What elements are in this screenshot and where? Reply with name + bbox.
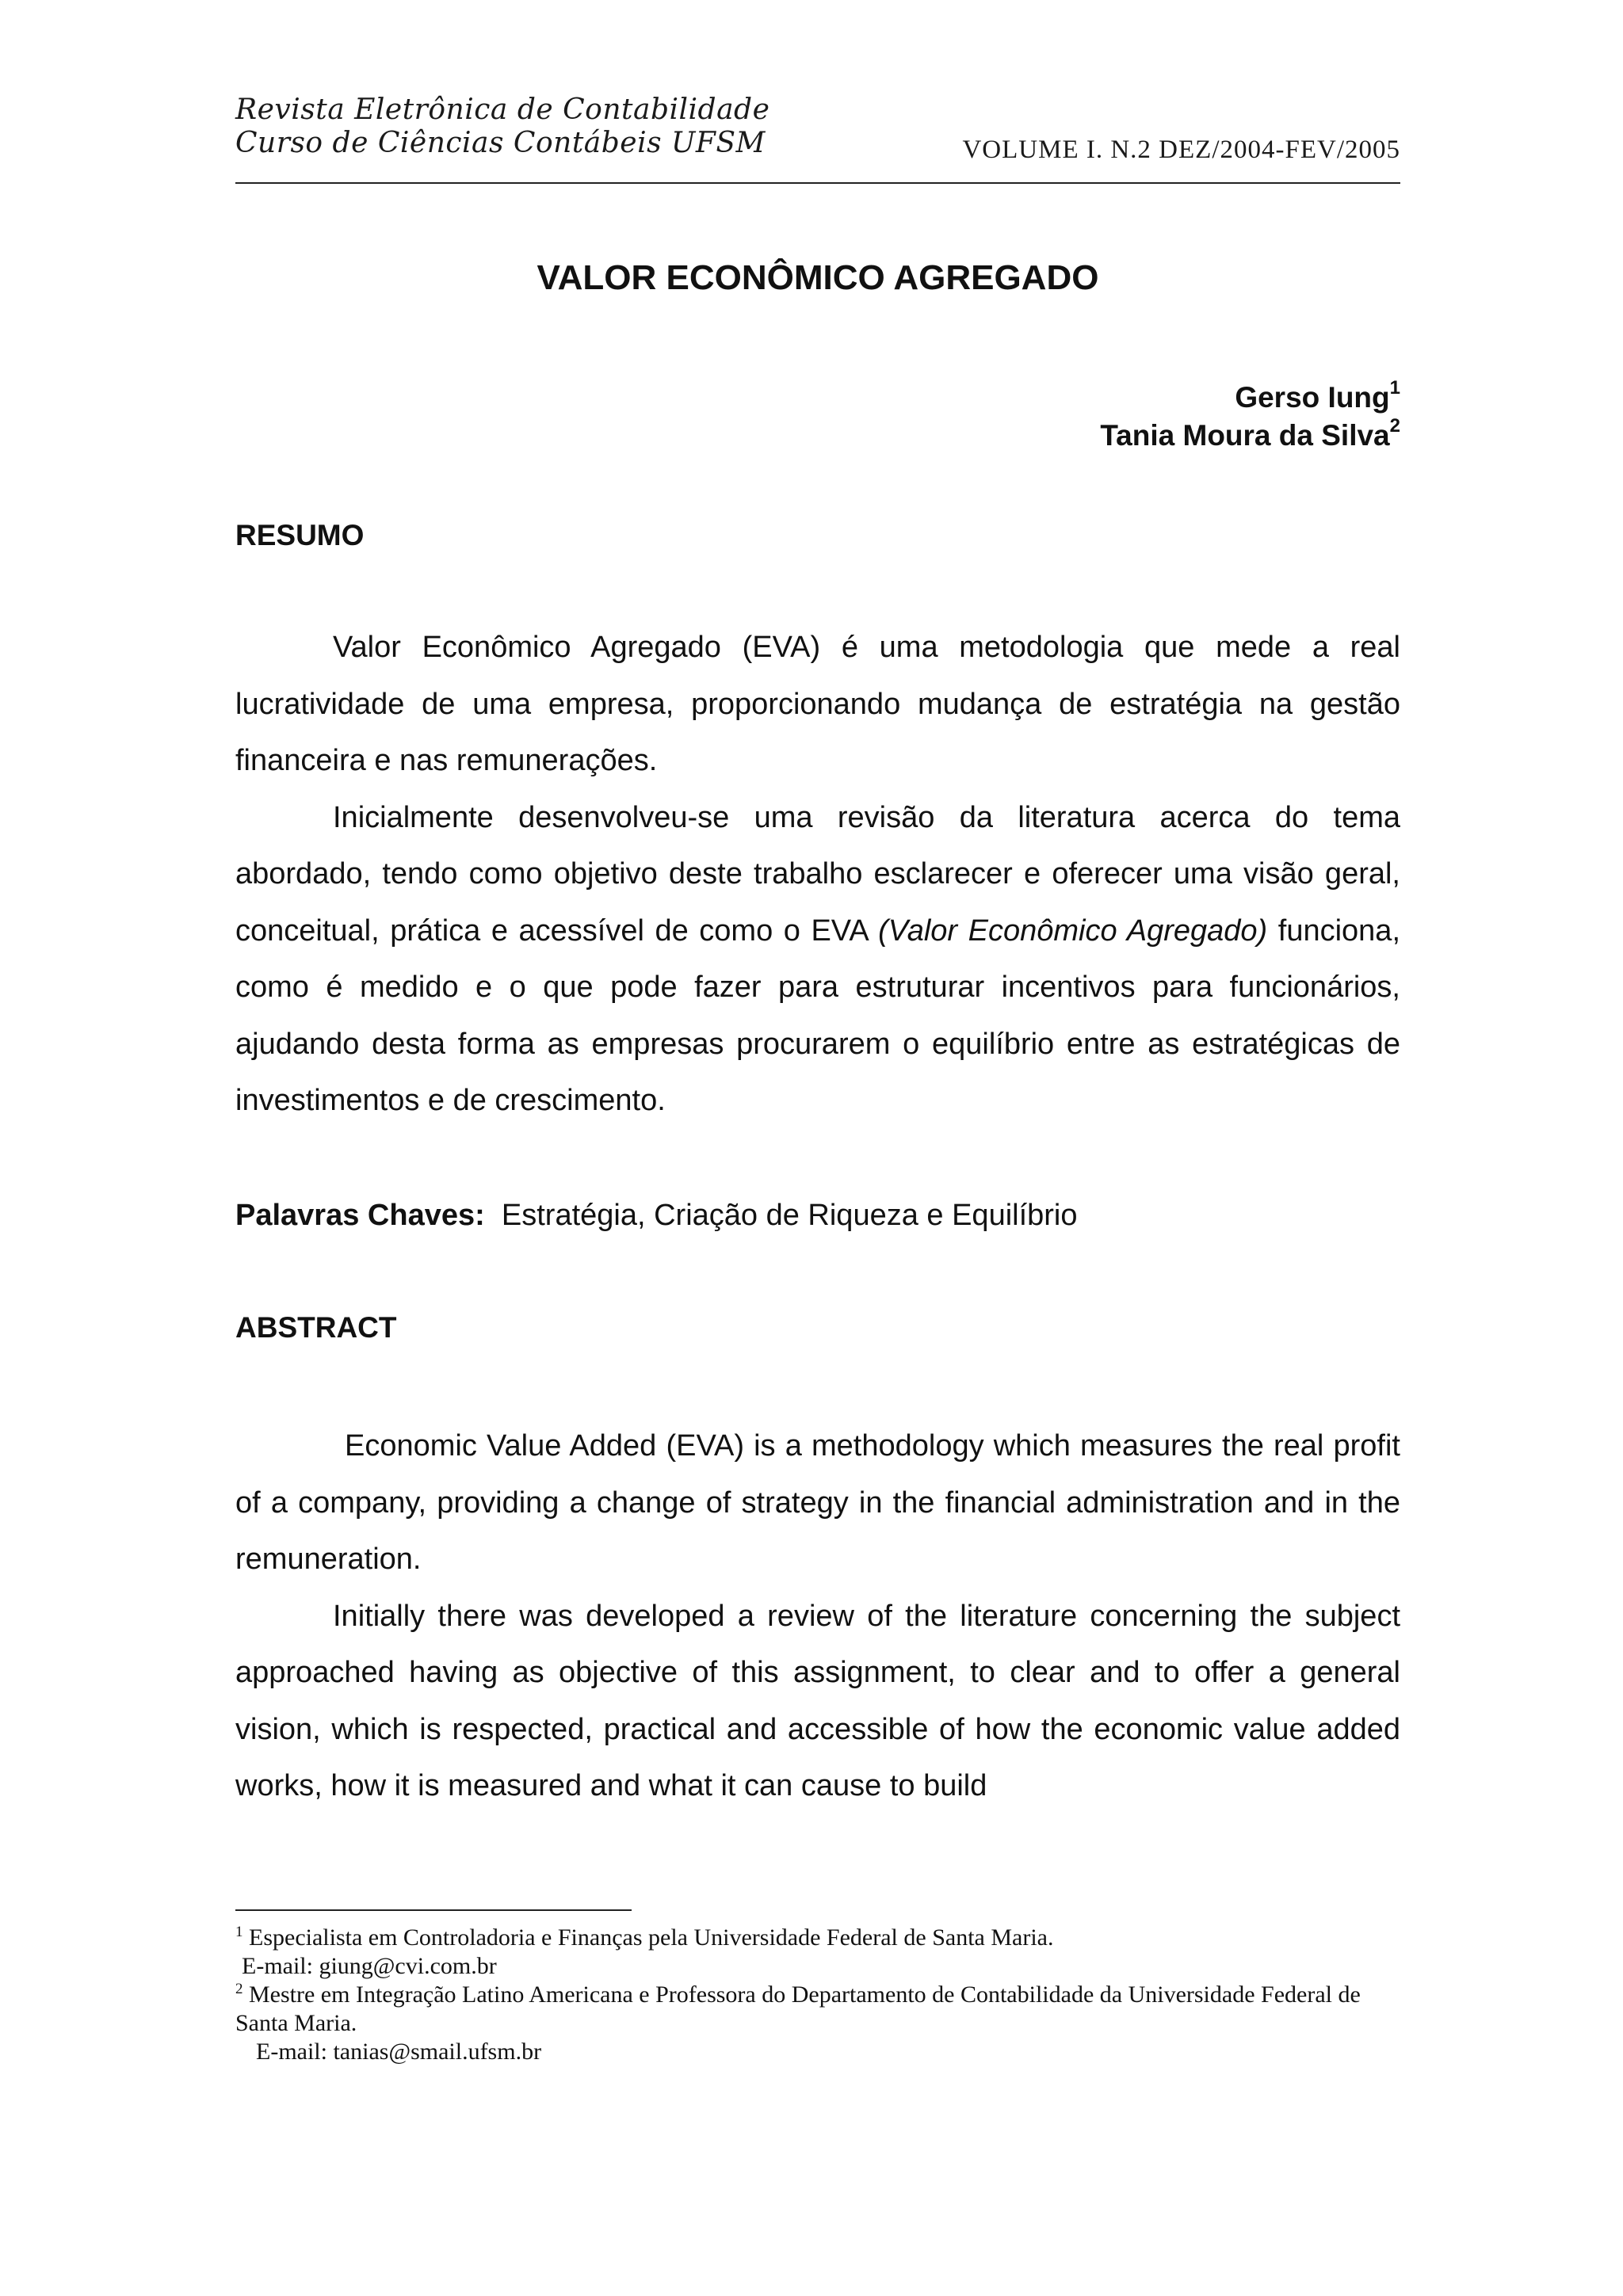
author-2: [1100, 414, 1400, 455]
keywords-value: Estratégia, Criação de Riqueza e Equilíbrio: [501, 1199, 1078, 1232]
abstract-paragraph-2: Initially there was developed a review of the literature concerning the subject approached having as objective of this assignment, to clear and to offer a general vision, which is respected, practical and accessible of how the economic value added works, how it is measured and what it can cause to build: [235, 1599, 1400, 1802]
abstract-heading: ABSTRACT: [235, 1311, 397, 1344]
resumo-p2-italic: (Valor Econômico Agregado): [878, 913, 1268, 948]
author-list: [1100, 376, 1400, 455]
author-1: [1100, 376, 1400, 417]
paper-page: [235, 0, 1400, 2296]
footnote-1: [235, 1924, 1400, 1952]
author-1-name: Gerso Iung: [1235, 381, 1390, 414]
keywords-label: Palavras Chaves:: [235, 1199, 485, 1232]
abstract-body: [235, 1418, 1400, 1815]
author-1-footnote-mark: 1: [1389, 376, 1400, 399]
resumo-body: [235, 620, 1400, 1130]
author-2-footnote-mark: 2: [1389, 414, 1400, 437]
keywords: [235, 1196, 1078, 1234]
footnote-2-email: E-mail: tanias@smail.ufsm.br: [256, 2039, 542, 2065]
journal-name-line2: Curso de Ciências Contábeis UFSM: [235, 127, 766, 159]
resumo-paragraph-1: Valor Econômico Agregado (EVA) é uma metodologia que mede a real lucratividade de uma empresa, proporcionando mudança de estratégia na gestão financeira e nas remunerações.: [235, 631, 1400, 777]
resumo-p2-text-a: Inicialmente desenvolveu-se uma revisão da literatura acerca do tema abordado, tendo como objetivo deste trabalho esclarecer e oferecer uma visão geral, conceitual, prática e acessível de como o EVA: [235, 800, 1400, 948]
journal-name-line1: Revista Eletrônica de Contabilidade: [235, 93, 770, 126]
footnote-1-email: E-mail: giung@cvi.com.br: [242, 1953, 497, 1979]
journal-name: [235, 93, 769, 160]
resumo-heading: RESUMO: [235, 519, 365, 551]
volume-info: VOLUME I. N.2 DEZ/2004-FEV/2005: [962, 135, 1400, 164]
footnote-1-mark: 1: [235, 1924, 243, 1940]
resumo-paragraph-2: [235, 790, 1400, 1130]
paper-title: VALOR ECONÔMICO AGREGADO: [537, 258, 1099, 297]
running-header: [235, 93, 1400, 184]
footnote-2-text: Mestre em Integração Latino Americana e Professora do Departamento de Contabilidade da Universidade Federal de Santa Maria.: [235, 1981, 1361, 2036]
footnote-2: [235, 1981, 1400, 2038]
footnote-2-mark: 2: [235, 1981, 243, 1997]
author-2-name: Tania Moura da Silva: [1100, 419, 1390, 452]
footnote-divider: [235, 1909, 632, 1911]
resumo-p2-text-b: funciona, como é medido e o que pode fazer para estruturar incentivos para funcionários, ajudando desta forma as empresas procurarem o equilíbrio entre as estratégicas de investimentos e de crescimento.: [235, 913, 1400, 1117]
abstract-paragraph-1: Economic Value Added (EVA) is a methodology which measures the real profit of a company, providing a change of strategy in the financial administration and in the remuneration.: [235, 1429, 1400, 1576]
footnotes: [235, 1924, 1400, 2066]
footnote-1-text: Especialista em Controladoria e Finanças pela Universidade Federal de Santa Maria.: [249, 1924, 1054, 1951]
